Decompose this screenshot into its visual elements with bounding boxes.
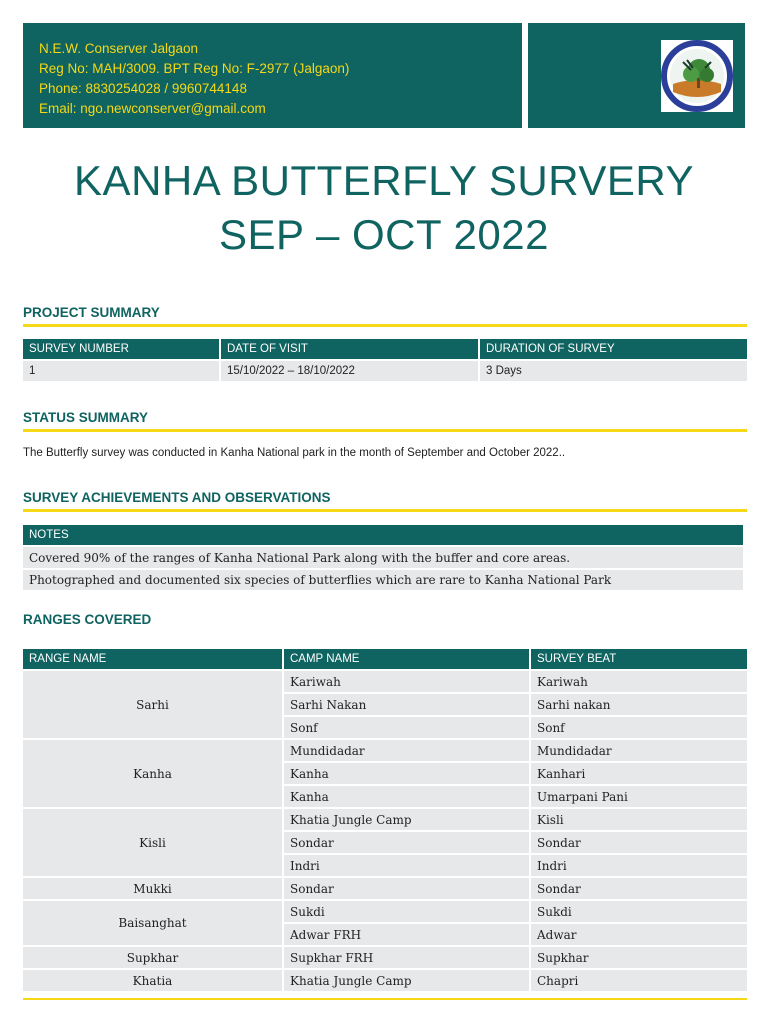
table-row — [23, 970, 747, 991]
org-registration: Reg No: MAH/3009. BPT Reg No: F-2977 (Jalgaon) — [39, 61, 350, 76]
table-row — [23, 878, 747, 899]
survey-beat-cell: Chapri — [531, 970, 747, 991]
camp-name-cell: Sondar — [284, 878, 529, 899]
table-row — [23, 947, 747, 968]
list-item — [23, 570, 743, 590]
camp-name-cell: Kariwah — [284, 671, 529, 692]
status-summary-text: The Butterfly survey was conducted in Kanha National park in the month of September and October 2022.. — [23, 447, 566, 459]
camp-name-cell: Sukdi — [284, 901, 529, 922]
page-title-line-2: SEP – OCT 2022 — [219, 211, 549, 258]
logo-emblem-icon — [661, 40, 733, 112]
ranges-covered-heading: RANGES COVERED — [23, 612, 152, 627]
camp-name-cell: Sonf — [284, 717, 529, 738]
column-header-notes: NOTES — [23, 525, 743, 545]
achievements-heading: SURVEY ACHIEVEMENTS AND OBSERVATIONS — [23, 490, 331, 505]
ranges-table — [21, 647, 749, 993]
project-summary-table — [21, 337, 749, 383]
range-name-cell: Kanha — [23, 740, 282, 807]
duration-cell: 3 Days — [480, 361, 747, 381]
org-logo — [661, 40, 733, 112]
page-title-line-1: KANHA BUTTERFLY SURVERY — [74, 157, 694, 204]
camp-name-cell: Khatia Jungle Camp — [284, 970, 529, 991]
column-header-camp-name: CAMP NAME — [284, 649, 529, 669]
survey-beat-cell: Kariwah — [531, 671, 747, 692]
org-info-panel — [23, 23, 522, 128]
survey-beat-cell: Supkhar — [531, 947, 747, 968]
survey-beat-cell: Indri — [531, 855, 747, 876]
survey-beat-cell: Kanhari — [531, 763, 747, 784]
survey-beat-cell: Sondar — [531, 878, 747, 899]
table-row — [23, 809, 747, 830]
section-divider — [23, 429, 747, 432]
column-header-range-name: RANGE NAME — [23, 649, 282, 669]
column-header-survey-beat: SURVEY BEAT — [531, 649, 747, 669]
camp-name-cell: Supkhar FRH — [284, 947, 529, 968]
camp-name-cell: Adwar FRH — [284, 924, 529, 945]
column-header-survey-number: SURVEY NUMBER — [23, 339, 219, 359]
range-name-cell: Mukki — [23, 878, 282, 899]
org-email: Email: ngo.newconserver@gmail.com — [39, 101, 266, 116]
range-name-cell: Supkhar — [23, 947, 282, 968]
survey-beat-cell: Adwar — [531, 924, 747, 945]
section-divider — [23, 324, 747, 327]
camp-name-cell: Khatia Jungle Camp — [284, 809, 529, 830]
camp-name-cell: Sarhi Nakan — [284, 694, 529, 715]
survey-beat-cell: Sonf — [531, 717, 747, 738]
column-header-duration: DURATION OF SURVEY — [480, 339, 747, 359]
survey-beat-cell: Sukdi — [531, 901, 747, 922]
table-row — [23, 740, 747, 761]
survey-beat-cell: Mundidadar — [531, 740, 747, 761]
list-item — [23, 547, 743, 568]
note-item: Covered 90% of the ranges of Kanha National Park along with the buffer and core areas. — [23, 547, 743, 568]
camp-name-cell: Kanha — [284, 786, 529, 807]
table-bottom-rule — [23, 998, 747, 1000]
note-item: Photographed and documented six species of butterflies which are rare to Kanha National Park — [23, 570, 743, 590]
range-name-cell: Kisli — [23, 809, 282, 876]
project-summary-heading: PROJECT SUMMARY — [23, 305, 160, 320]
survey-beat-cell: Umarpani Pani — [531, 786, 747, 807]
survey-beat-cell: Kisli — [531, 809, 747, 830]
survey-beat-cell: Sondar — [531, 832, 747, 853]
section-divider — [23, 509, 747, 512]
camp-name-cell: Kanha — [284, 763, 529, 784]
table-row — [23, 671, 747, 692]
range-name-cell: Sarhi — [23, 671, 282, 738]
range-name-cell: Khatia — [23, 970, 282, 991]
status-summary-heading: STATUS SUMMARY — [23, 410, 148, 425]
camp-name-cell: Indri — [284, 855, 529, 876]
table-row — [23, 901, 747, 922]
camp-name-cell: Mundidadar — [284, 740, 529, 761]
table-row — [23, 361, 747, 381]
range-name-cell: Baisanghat — [23, 901, 282, 945]
survey-beat-cell: Sarhi nakan — [531, 694, 747, 715]
column-header-date-of-visit: DATE OF VISIT — [221, 339, 478, 359]
survey-number-cell: 1 — [23, 361, 219, 381]
date-of-visit-cell: 15/10/2022 – 18/10/2022 — [221, 361, 478, 381]
notes-table — [21, 523, 745, 592]
org-phone: Phone: 8830254028 / 9960744148 — [39, 81, 247, 96]
org-name: N.E.W. Conserver Jalgaon — [39, 41, 199, 56]
camp-name-cell: Sondar — [284, 832, 529, 853]
logo-panel — [528, 23, 745, 128]
